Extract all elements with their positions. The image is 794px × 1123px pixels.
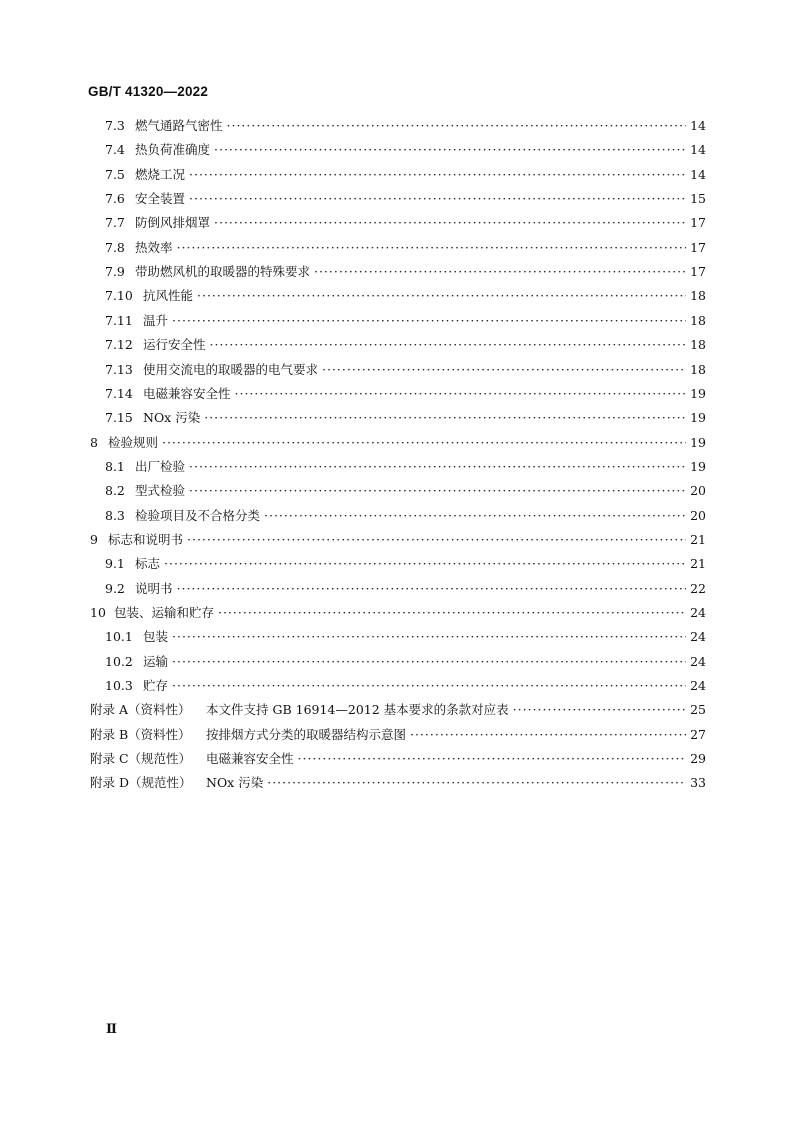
toc-entry-page: 18 [690, 337, 706, 353]
toc-entry-number: 附录 D（规范性） [90, 775, 192, 791]
toc-entry[interactable] [105, 286, 706, 306]
toc-entry-page: 14 [690, 118, 706, 133]
toc-entry-title: 燃烧工况 [135, 166, 186, 182]
toc-entry-number: 7.7 [105, 215, 125, 231]
toc-entry[interactable] [90, 433, 706, 453]
toc-entry-page: 24 [690, 653, 706, 669]
toc-entry-page: 18 [690, 312, 706, 328]
toc-entry-number: 7.14 [105, 385, 133, 401]
toc-entry-page: 20 [690, 483, 706, 499]
toc-entry-number: 9 [90, 531, 98, 547]
toc-entry-number: 10.2 [105, 653, 133, 669]
toc-leader-dots [177, 579, 686, 599]
toc-entry-page: 19 [690, 434, 706, 450]
toc-leader-dots [172, 676, 686, 696]
toc-leader-dots [197, 286, 686, 306]
toc-entry[interactable] [90, 749, 706, 769]
toc-entry-number: 10.3 [105, 678, 133, 694]
toc-entry[interactable] [105, 457, 706, 477]
toc-leader-dots [189, 481, 686, 501]
toc-entry-title: 检验项目及不合格分类 [135, 507, 261, 523]
toc-entry-page: 17 [690, 239, 706, 255]
toc-entry[interactable] [105, 116, 706, 136]
toc-entry-page: 27 [690, 726, 706, 742]
toc-entry-title: 型式检验 [135, 483, 186, 499]
toc-leader-dots [214, 140, 686, 160]
toc-entry-title: 温升 [143, 312, 169, 328]
toc-entry-title: 使用交流电的取暖器的电气要求 [143, 361, 319, 377]
toc-entry-number: 附录 C（规范性） [90, 751, 192, 767]
toc-leader-dots [235, 384, 686, 404]
toc-entry-title: 本文件支持 GB 16914—2012 基本要求的条款对应表 [206, 702, 509, 718]
toc-leader-dots [164, 554, 686, 574]
toc-entry-title: 防倒风排烟罩 [135, 215, 211, 231]
toc-entry[interactable] [105, 579, 706, 599]
toc-entry[interactable] [105, 262, 706, 282]
toc-entry[interactable] [105, 554, 706, 574]
toc-entry-page: 20 [690, 507, 706, 523]
toc-entry-page: 18 [690, 288, 706, 304]
toc-entry-title: 标志和说明书 [108, 531, 184, 547]
toc-entry-number: 7.15 [105, 410, 133, 426]
toc-entry-number: 附录 A（资料性） [90, 702, 191, 718]
toc-leader-dots [218, 603, 686, 623]
toc-entry[interactable] [105, 311, 706, 331]
toc-leader-dots [298, 749, 686, 769]
toc-entry-number: 7.11 [105, 312, 133, 328]
toc-entry-number: 8.3 [105, 507, 125, 523]
toc-leader-dots [210, 335, 686, 355]
toc-entry[interactable] [90, 530, 706, 550]
toc-entry-page: 33 [690, 775, 706, 791]
toc-entry-number: 7.3 [105, 118, 125, 133]
standard-code-header: GB/T 41320—2022 [88, 84, 209, 99]
toc-entry-title: 抗风性能 [143, 288, 194, 304]
toc-leader-dots [189, 457, 686, 477]
toc-entry[interactable] [105, 238, 706, 258]
toc-entry-title: NOx 污染 [206, 775, 264, 791]
toc-leader-dots [314, 262, 686, 282]
toc-entry-title: 安全装置 [135, 191, 186, 207]
toc-entry-page: 21 [690, 531, 706, 547]
toc-entry-page: 25 [690, 702, 706, 718]
toc-entry[interactable] [90, 773, 706, 793]
toc-entry[interactable] [105, 335, 706, 355]
toc-leader-dots [267, 773, 686, 793]
toc-entry-page: 14 [690, 142, 706, 158]
toc-entry-title: 电磁兼容安全性 [206, 751, 294, 767]
toc-entry[interactable] [105, 165, 706, 185]
toc-entry[interactable] [105, 408, 706, 428]
toc-entry-title: 说明书 [135, 580, 173, 596]
toc-entry-number: 7.6 [105, 191, 125, 207]
toc-leader-dots [172, 627, 686, 647]
toc-entry-number: 9.2 [105, 580, 125, 596]
toc-entry-number: 7.12 [105, 337, 133, 353]
toc-entry-number: 8.2 [105, 483, 125, 499]
toc-entry-page: 17 [690, 215, 706, 231]
toc-leader-dots [204, 408, 686, 428]
toc-entry-page: 24 [690, 629, 706, 645]
toc-leader-dots [227, 116, 686, 136]
toc-entry[interactable] [105, 652, 706, 672]
toc-entry-number: 附录 B（资料性） [90, 726, 191, 742]
toc-entry-number: 9.1 [105, 556, 125, 572]
toc-leader-dots [187, 530, 686, 550]
toc-entry-title: 标志 [135, 556, 161, 572]
toc-leader-dots [513, 700, 686, 720]
toc-entry-title: 检验规则 [108, 434, 159, 450]
toc-entry-number: 7.10 [105, 288, 133, 304]
toc-entry-number: 7.8 [105, 239, 125, 255]
toc-leader-dots [177, 238, 686, 258]
toc-entry[interactable] [90, 603, 706, 623]
toc-entry-number: 7.13 [105, 361, 133, 377]
toc-entry[interactable] [105, 384, 706, 404]
toc-entry[interactable] [90, 725, 706, 745]
toc-entry-page: 15 [690, 191, 706, 207]
toc-entry[interactable] [105, 213, 706, 233]
toc-entry[interactable] [105, 189, 706, 209]
toc-entry[interactable] [90, 700, 706, 720]
toc-entry-page: 14 [690, 166, 706, 182]
toc-entry-number: 10.1 [105, 629, 133, 645]
toc-entry-page: 17 [690, 264, 706, 280]
toc-entry-title: 电磁兼容安全性 [143, 385, 231, 401]
toc-entry-title: 运行安全性 [143, 337, 206, 353]
toc-entry[interactable] [105, 360, 706, 380]
toc-entry-title: 包装 [143, 629, 169, 645]
toc-entry-page: 22 [690, 580, 706, 596]
toc-entry-title: 热效率 [135, 239, 173, 255]
toc-leader-dots [322, 360, 686, 380]
toc-entry-number: 8 [90, 434, 98, 450]
toc-entry[interactable] [105, 506, 706, 526]
toc-leader-dots [410, 725, 686, 745]
toc-leader-dots [172, 311, 686, 331]
toc-entry-page: 21 [690, 556, 706, 572]
toc-entry-title: 出厂检验 [135, 458, 186, 474]
toc-entry-number: 7.5 [105, 166, 125, 182]
toc-entry-number: 7.4 [105, 142, 125, 158]
toc-leader-dots [162, 433, 686, 453]
toc-leader-dots [264, 506, 686, 526]
toc-entry-page: 24 [690, 678, 706, 694]
toc-entry-title: 带助燃风机的取暖器的特殊要求 [135, 264, 311, 280]
toc-entry-title: 包装、运输和贮存 [114, 605, 215, 620]
toc-entry-page: 19 [690, 458, 706, 474]
toc-entry[interactable] [105, 481, 706, 501]
toc-entry-title: 热负荷准确度 [135, 142, 211, 158]
toc-entry-number: 8.1 [105, 458, 125, 474]
toc-entry-number: 10 [90, 605, 106, 620]
toc-leader-dots [214, 213, 686, 233]
toc-entry[interactable] [105, 627, 706, 647]
toc-entry-title: 按排烟方式分类的取暖器结构示意图 [206, 726, 407, 742]
toc-entry-page: 24 [690, 605, 706, 620]
toc-entry-title: NOx 污染 [143, 410, 201, 426]
toc-entry[interactable] [105, 140, 706, 160]
toc-leader-dots [189, 165, 686, 185]
page-number: Ⅱ [106, 1022, 117, 1037]
toc-entry-title: 燃气通路气密性 [135, 118, 223, 133]
toc-entry-number: 7.9 [105, 264, 125, 280]
toc-entry-page: 19 [690, 385, 706, 401]
toc-entry-page: 18 [690, 361, 706, 377]
toc-leader-dots [172, 652, 686, 672]
toc-entry-title: 运输 [143, 653, 169, 669]
toc-entry[interactable] [105, 676, 706, 696]
toc-entry-page: 19 [690, 410, 706, 426]
toc-leader-dots [189, 189, 686, 209]
toc-entry-title: 贮存 [143, 678, 169, 694]
toc-entry-page: 29 [690, 751, 706, 767]
